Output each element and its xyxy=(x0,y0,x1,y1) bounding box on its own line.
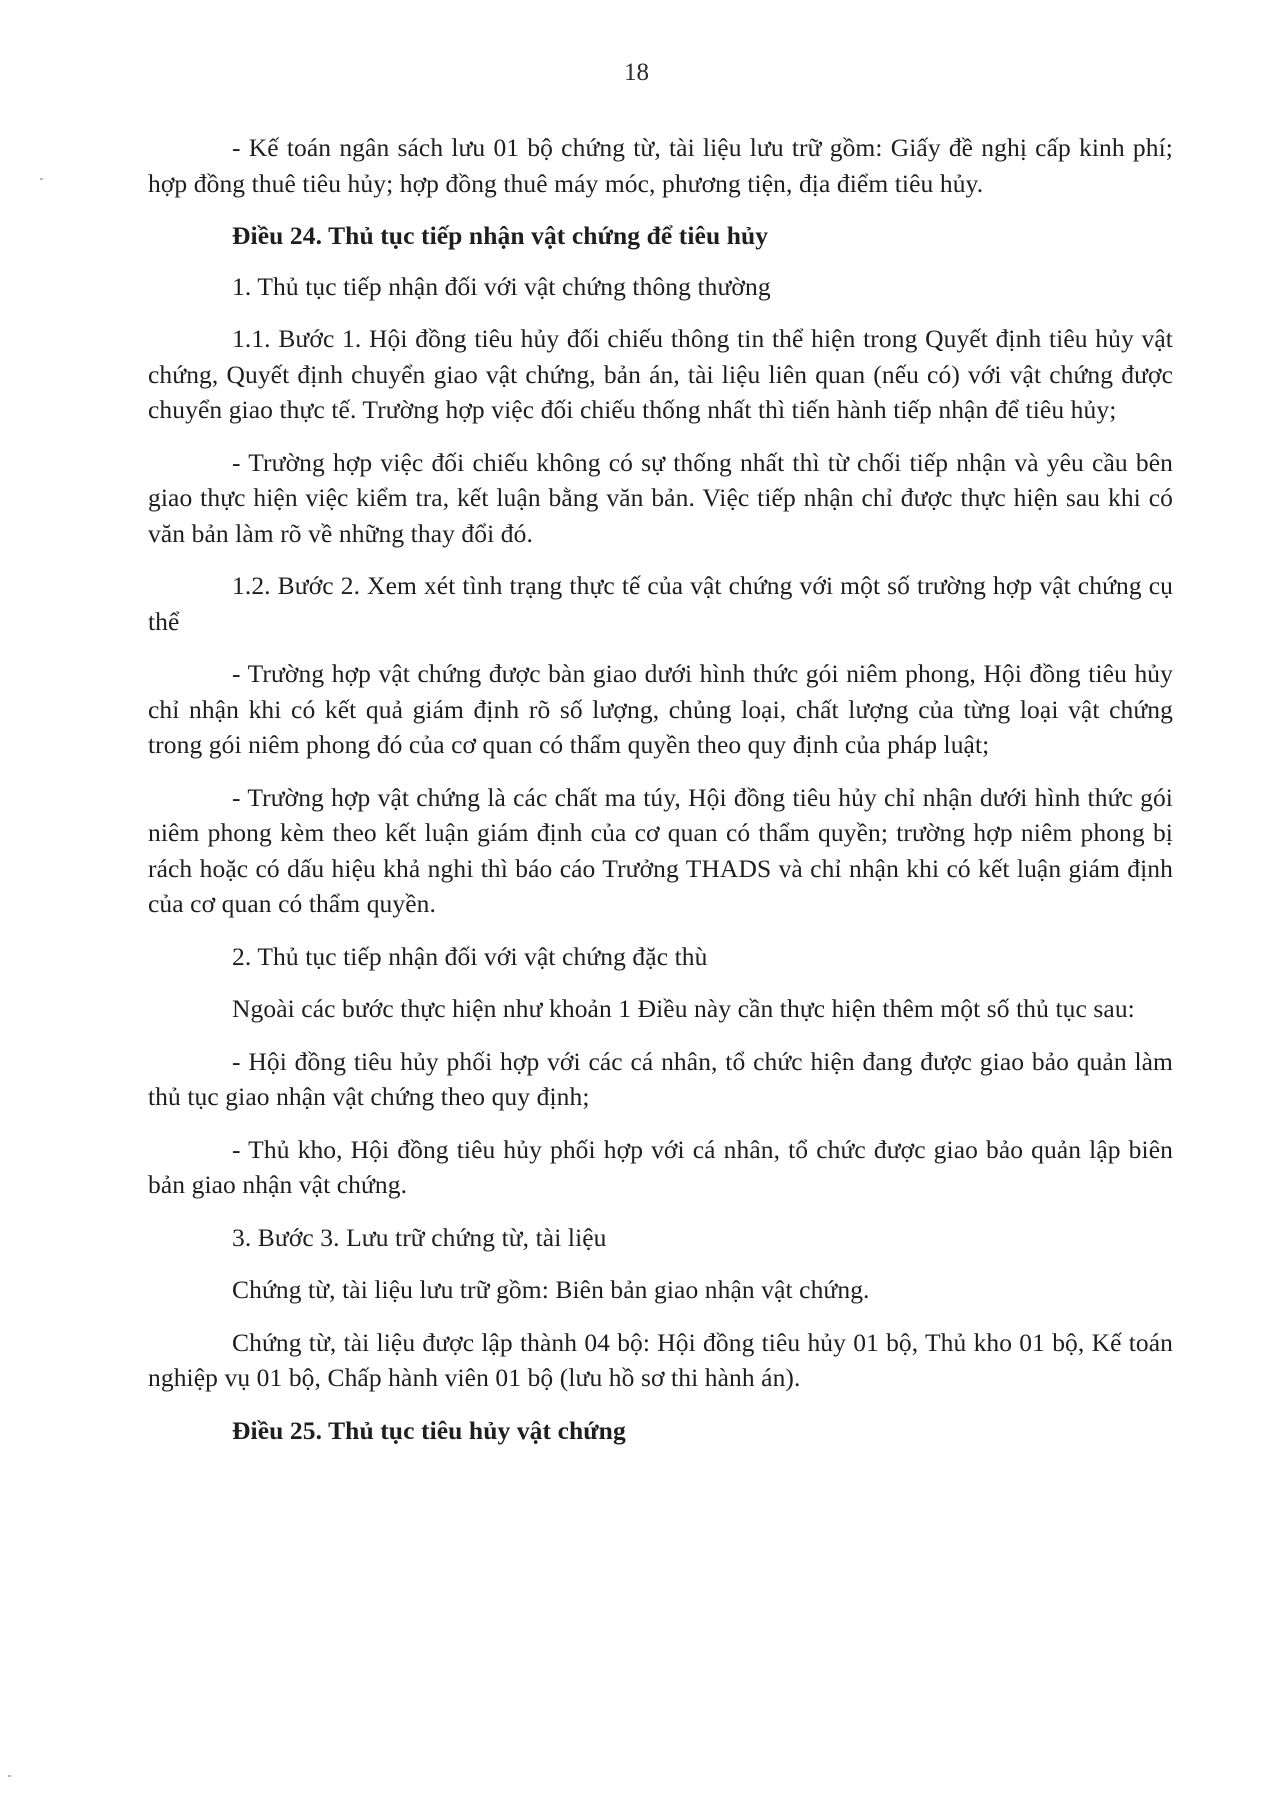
sealed-package-case-paragraph: - Trường hợp vật chứng được bàn giao dưới hình thức gói niêm phong, Hội đồng tiêu hủy chỉ nhận khi có kết quả giám định rõ số lượng, chủng loại, chất lượng của từng loại vật chứng trong gói niêm phong đó của cơ quan có thẩm quyền theo quy định của pháp luật; xyxy=(148,659,1173,759)
council-coordination-paragraph: - Hội đồng tiêu hủy phối hợp với các cá nhân, tổ chức hiện đang được giao bảo quản làm thủ tục giao nhận vật chứng theo quy định; xyxy=(148,1046,1173,1111)
article-25-heading: Điều 25. Thủ tục tiêu hủy vật chứng xyxy=(232,1415,626,1445)
paragraph-ke-toan-ngan-sach: - Kế toán ngân sách lưu 01 bộ chứng từ, tài liệu lưu trữ gồm: Giấy đề nghị cấp kinh phí; hợp đồng thuê tiêu hủy; hợp đồng thuê máy móc, phương tiện, địa điểm tiêu hủy. xyxy=(148,133,1173,198)
scan-speck xyxy=(8,1775,11,1777)
section-2-title: 2. Thủ tục tiếp nhận đối với vật chứng đặc thù xyxy=(232,941,708,971)
narcotics-case-paragraph: - Trường hợp vật chứng là các chất ma túy, Hội đồng tiêu hủy chỉ nhận dưới hình thức gói niêm phong kèm theo kết luận giám định của cơ quan có thẩm quyền; trường hợp niêm phong bị rách hoặc có dấu hiệu khả nghi thì báo cáo Trưởng THADS và chỉ nhận khi có kết luận giám định của cơ quan có thẩm quyền. xyxy=(148,782,1173,918)
document-body xyxy=(148,130,1173,1463)
storekeeper-coordination-paragraph: - Thủ kho, Hội đồng tiêu hủy phối hợp với cá nhân, tổ chức được giao bảo quản lập biên bản giao nhận vật chứng. xyxy=(148,1134,1173,1199)
page-number: 18 xyxy=(624,59,649,86)
mismatch-case-paragraph: - Trường hợp việc đối chiếu không có sự thống nhất thì từ chối tiếp nhận và yêu cầu bên giao thực hiện việc kiểm tra, kết luận bằng văn bản. Việc tiếp nhận chỉ được thực hiện sau khi có văn bản làm rõ về những thay đổi đó. xyxy=(148,447,1173,548)
step-1-2-paragraph: 1.2. Bước 2. Xem xét tình trạng thực tế của vật chứng với một số trường hợp vật chứng cụ thể xyxy=(148,571,1173,636)
additional-steps-paragraph: Ngoài các bước thực hiện như khoản 1 Điều này cần thực hiện thêm một số thủ tục sau: xyxy=(232,994,1135,1023)
article-24-heading: Điều 24. Thủ tục tiếp nhận vật chứng để tiêu hủy xyxy=(232,221,769,250)
archived-documents-paragraph: Chứng từ, tài liệu lưu trữ gồm: Biên bản giao nhận vật chứng. xyxy=(232,1275,870,1304)
section-1-title: 1. Thủ tục tiếp nhận đối với vật chứng thông thường xyxy=(232,271,771,301)
section-3-title: 3. Bước 3. Lưu trữ chứng từ, tài liệu xyxy=(232,1222,607,1252)
scan-speck xyxy=(40,178,43,180)
document-copies-paragraph: Chứng từ, tài liệu được lập thành 04 bộ: Hội đồng tiêu hủy 01 bộ, Thủ kho 01 bộ, Kế toán nghiệp vụ 01 bộ, Chấp hành viên 01 bộ (lưu hồ sơ thi hành án). xyxy=(148,1327,1173,1392)
step-1-1-paragraph: 1.1. Bước 1. Hội đồng tiêu hủy đối chiếu thông tin thể hiện trong Quyết định tiêu hủy vật chứng, Quyết định chuyển giao vật chứng, bản án, tài liệu liên quan (nếu có) với vật chứng được chuyển giao thực tế. Trường hợp việc đối chiếu thống nhất thì tiến hành tiếp nhận để tiêu hủy; xyxy=(148,324,1173,424)
